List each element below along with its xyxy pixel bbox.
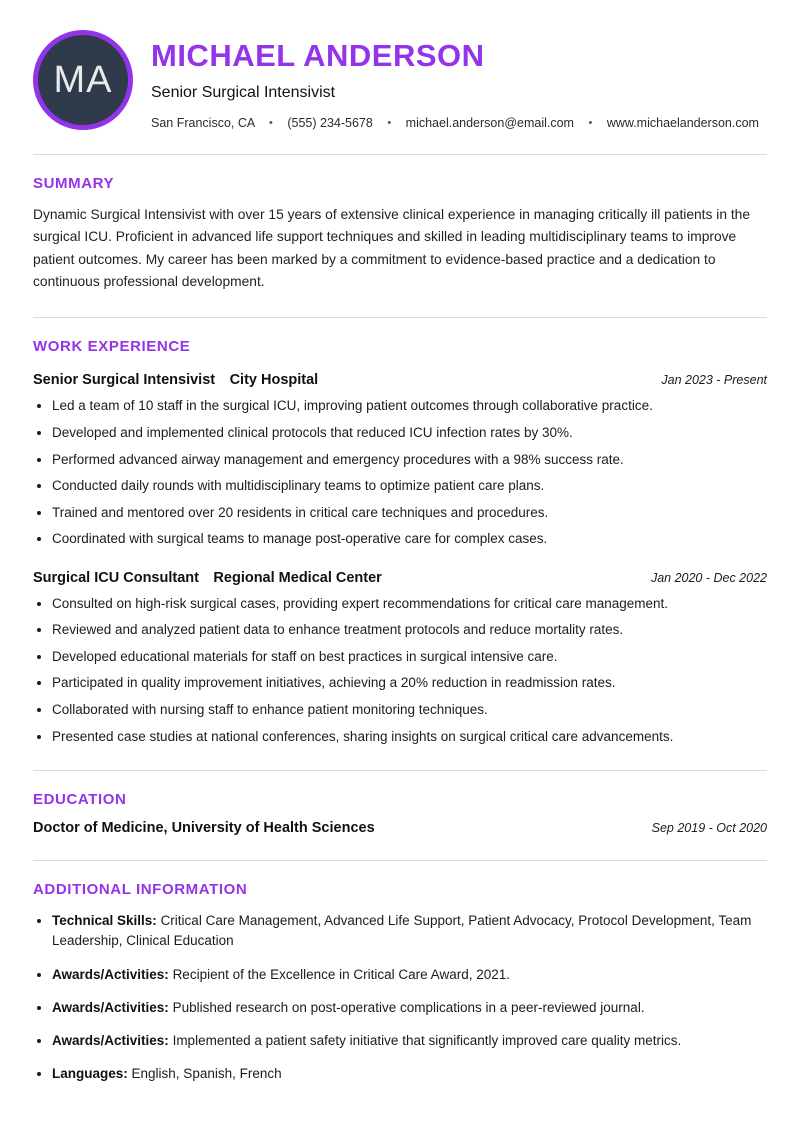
work-experience-section [33, 338, 767, 746]
job-entry [33, 371, 767, 548]
bullet-item: • Performed advanced airway management and emergency procedures with a 98% success rate. [52, 450, 767, 470]
contact-email: michael.anderson@email.com [405, 116, 574, 130]
bullet-item: • Collaborated with nursing staff to enhance patient monitoring techniques. [52, 700, 767, 720]
separator-dot: • [588, 117, 593, 129]
education-entry [33, 820, 767, 836]
bullet-item: • Participated in quality improvement initiatives, achieving a 20% reduction in readmission rates. [52, 673, 767, 693]
job-title-company [33, 371, 318, 389]
education-heading: EDUCATION [33, 791, 127, 809]
additional-item [52, 965, 767, 985]
bullet-item: • Reviewed and analyzed patient data to enhance treatment protocols and reduce mortality rates. [52, 620, 767, 640]
separator-dot: • [387, 117, 392, 129]
additional-item-text: Implemented a patient safety initiative that significantly improved care quality metrics. [172, 1033, 682, 1049]
summary-text: Dynamic Surgical Intensivist with over 15 years of extensive clinical experience in managing critically ill patients in the surgical ICU. Proficient in advanced life support techniques and skilled in leading multidisciplinary teams to improve patient outcomes. My career has been marked by a commitment to evidence-based practice and a dedication to continuous professional development. [33, 207, 751, 290]
additional-item [52, 1064, 767, 1084]
job-position: Senior Surgical Intensivist [33, 372, 216, 389]
additional-information-section [33, 881, 767, 1085]
job-company: City Hospital [229, 372, 319, 389]
bullet-item: • Trained and mentored over 20 residents in critical care techniques and procedures. [52, 503, 767, 523]
contact-location: San Francisco, CA [151, 116, 255, 130]
job-bullet-list [33, 594, 767, 746]
additional-information-heading: ADDITIONAL INFORMATION [33, 881, 248, 899]
additional-item-text: English, Spanish, French [131, 1066, 282, 1082]
additional-item [52, 998, 767, 1018]
section-divider [33, 154, 767, 155]
candidate-name: MICHAEL ANDERSON [151, 38, 485, 73]
section-divider [33, 860, 767, 861]
summary-section [33, 175, 767, 293]
contact-website: www.michaelanderson.com [606, 116, 759, 130]
avatar [33, 30, 133, 130]
bullet-item: • Consulted on high-risk surgical cases, providing expert recommendations for critical care management. [52, 594, 767, 614]
education-section [33, 791, 767, 836]
education-dates: Sep 2019 - Oct 2020 [651, 821, 767, 836]
bullet-item: • Coordinated with surgical teams to manage post-operative care for complex cases. [52, 529, 767, 549]
section-divider [33, 770, 767, 771]
contact-phone: (555) 234-5678 [287, 116, 373, 130]
additional-list [33, 911, 767, 1085]
job-header [33, 371, 767, 389]
additional-item-text: Published research on post-operative complications in a peer-reviewed journal. [172, 999, 645, 1015]
additional-item [52, 1031, 767, 1051]
bullet-item: • Developed educational materials for staff on best practices in surgical intensive care. [52, 647, 767, 667]
job-bullet-list [33, 396, 767, 548]
additional-item-text: Critical Care Management, Advanced Life Support, Patient Advocacy, Protocol Development, Team Leadership, Clinical Education [52, 913, 752, 949]
job-position: Surgical ICU Consultant [33, 569, 199, 586]
bullet-item: • Conducted daily rounds with multidisciplinary teams to optimize patient care plans. [52, 476, 767, 496]
additional-item-label: Awards/Activities: [52, 966, 169, 982]
header-text [151, 30, 759, 130]
job-header [33, 569, 767, 587]
additional-item-label: Technical Skills: [52, 913, 157, 929]
avatar-initials: MA [53, 58, 113, 101]
resume-header [33, 30, 767, 130]
additional-item-label: Languages: [52, 1066, 128, 1082]
job-dates: Jan 2023 - Present [661, 373, 767, 388]
section-divider [33, 317, 767, 318]
job-title-company [33, 569, 382, 587]
job-company: Regional Medical Center [213, 569, 382, 586]
candidate-title: Senior Surgical Intensivist [151, 84, 336, 101]
separator-dot: • [269, 117, 273, 129]
bullet-item: • Developed and implemented clinical protocols that reduced ICU infection rates by 30%. [52, 423, 767, 443]
bullet-item: • Led a team of 10 staff in the surgical ICU, improving patient outcomes through collaborative practice. [52, 396, 767, 416]
education-degree: Doctor of Medicine, University of Health Sciences [33, 820, 375, 837]
contact-line [151, 116, 759, 130]
additional-item-label: Awards/Activities: [52, 999, 169, 1015]
work-experience-heading: WORK EXPERIENCE [33, 338, 191, 356]
job-entry [33, 569, 767, 746]
job-dates: Jan 2020 - Dec 2022 [650, 570, 767, 585]
additional-item [52, 911, 767, 952]
bullet-item: • Presented case studies at national conferences, sharing insights on surgical critical care advancements. [52, 727, 767, 747]
additional-item-text: Recipient of the Excellence in Critical Care Award, 2021. [172, 966, 510, 982]
summary-heading: SUMMARY [33, 175, 115, 192]
additional-item-label: Awards/Activities: [52, 1033, 169, 1049]
